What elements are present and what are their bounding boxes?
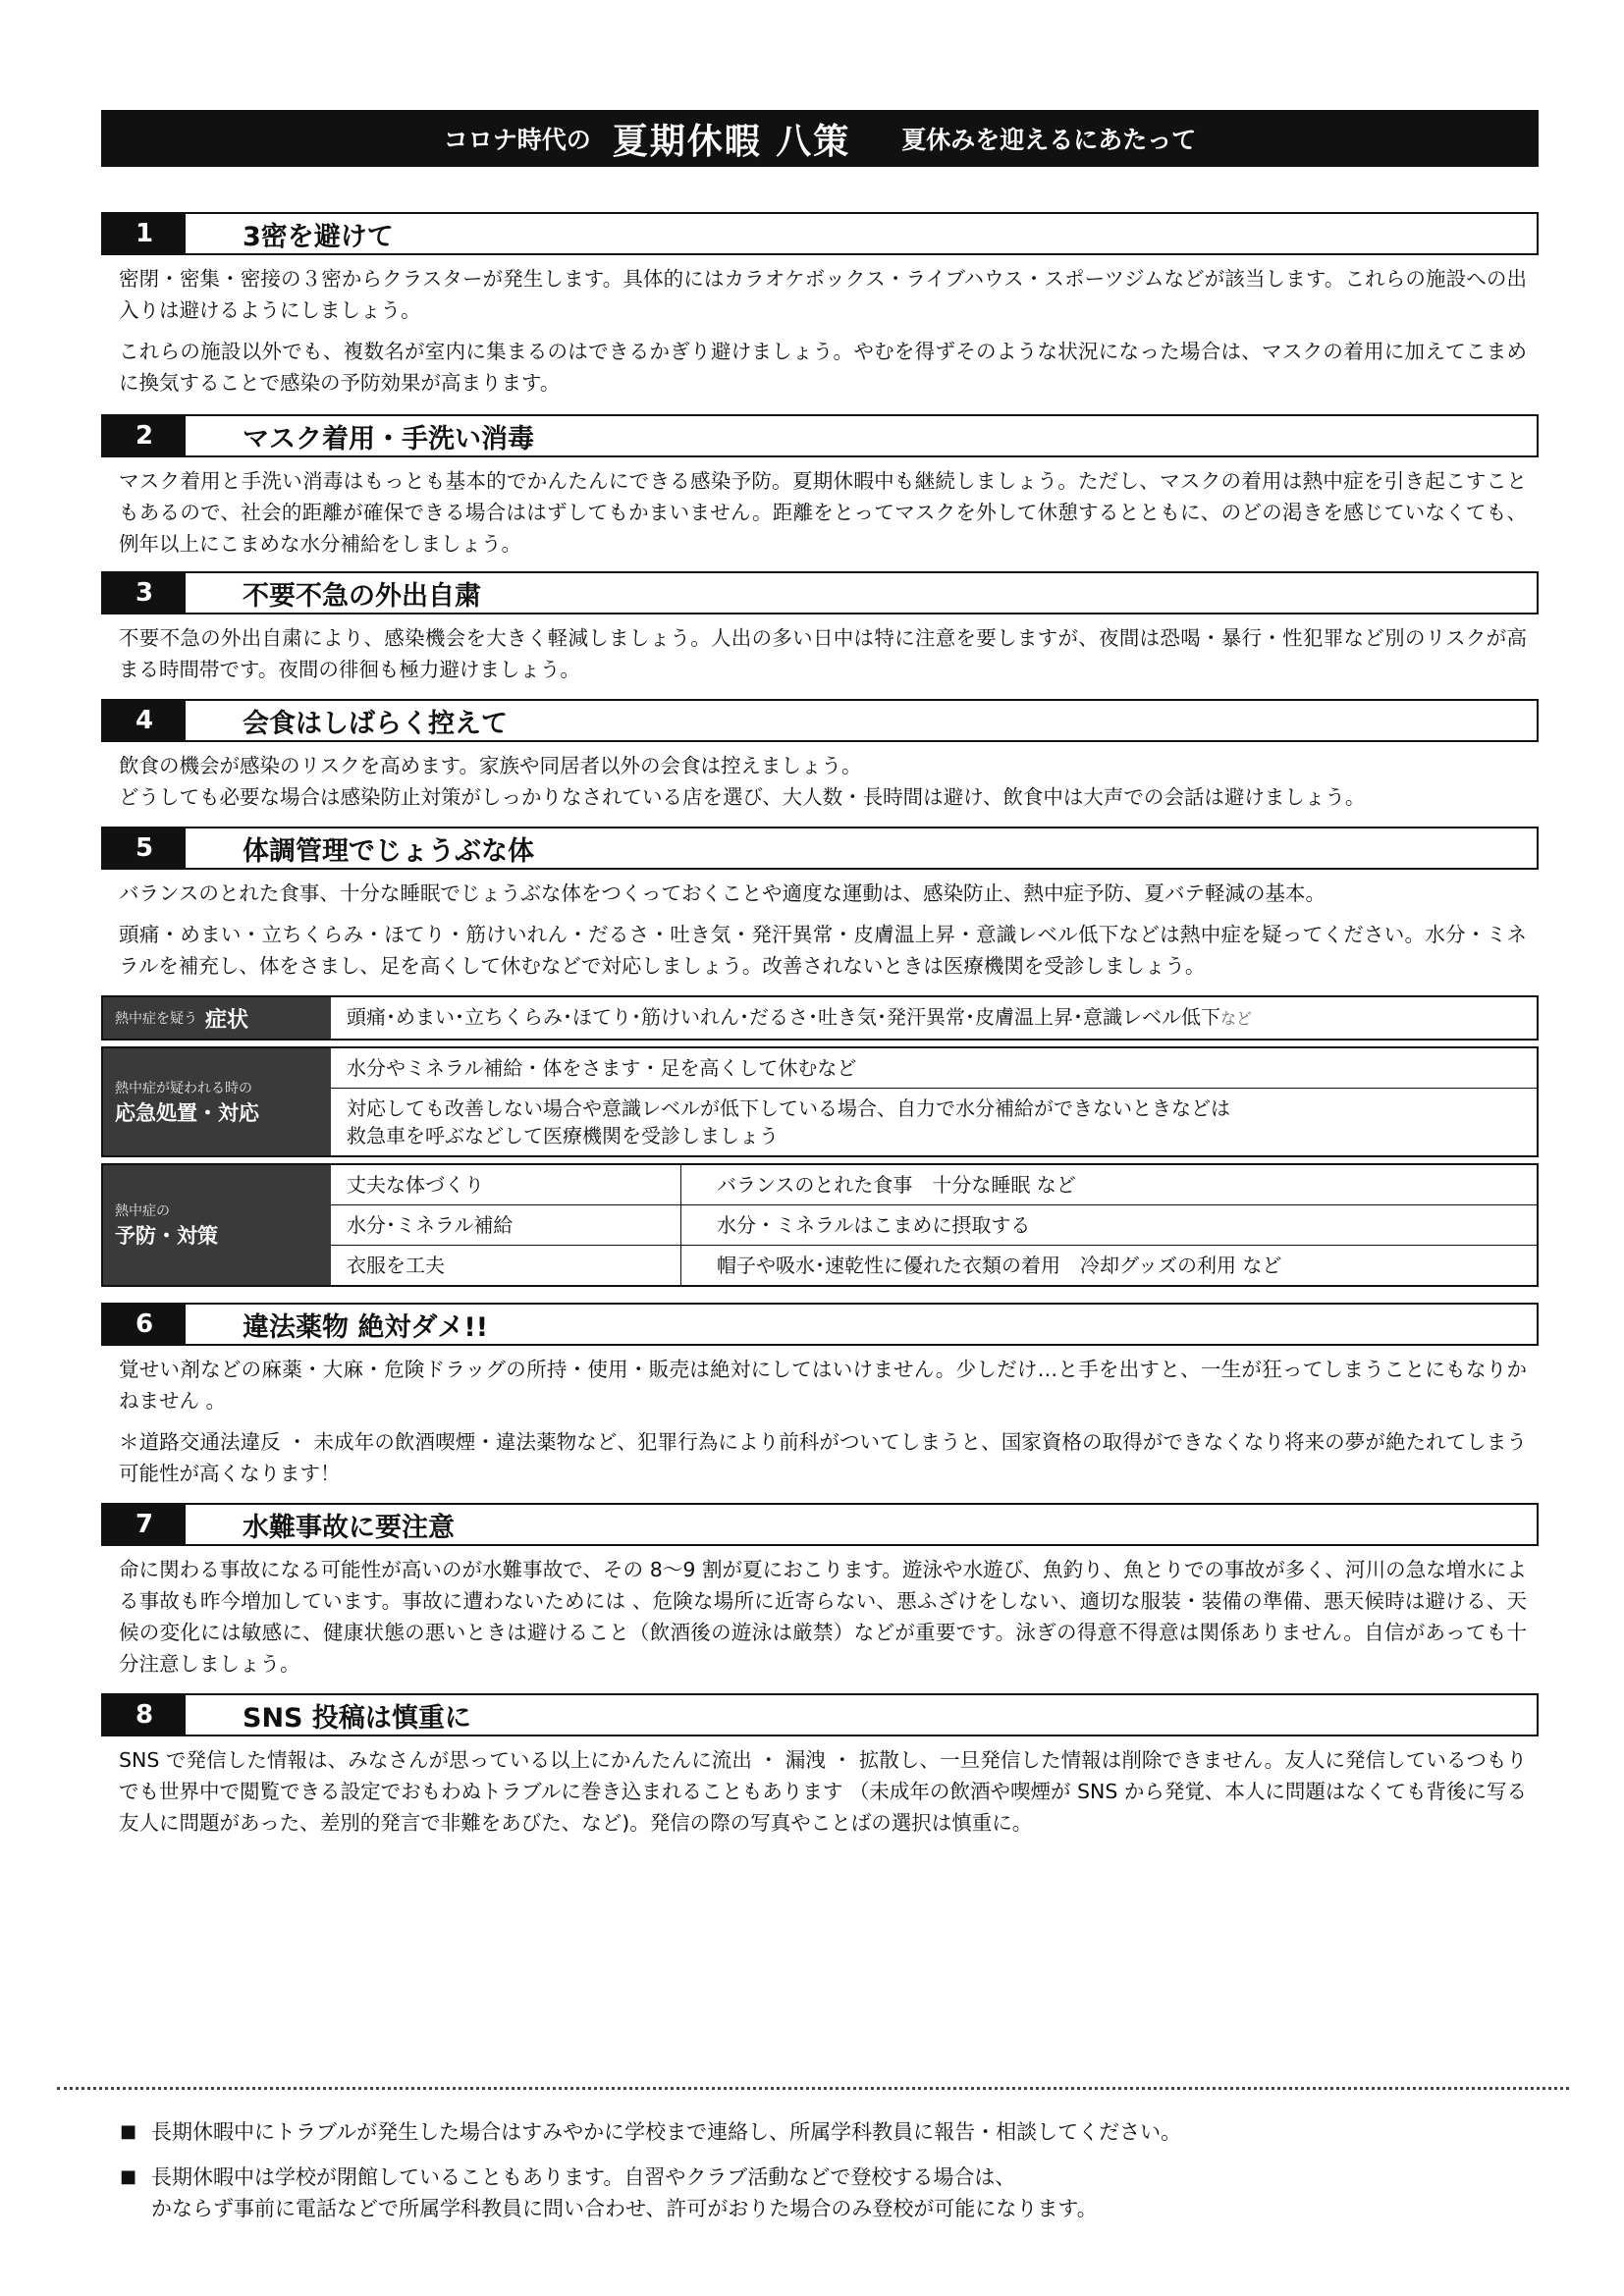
prevention-row bbox=[331, 1165, 1537, 1204]
symptoms-text-line bbox=[331, 997, 1537, 1039]
heatstroke-first-aid-row bbox=[101, 1046, 1539, 1157]
section-1-paragraph-2: これらの施設以外でも、複数名が室内に集まるのはできるかぎり避けましょう。やむを得ずそのような状況になった場合は、マスクの着用に加えてこまめに換気することで感染の予防効果が高まります。 bbox=[119, 340, 1527, 395]
page-title: 夏期休暇 八策 bbox=[612, 121, 851, 162]
prevention-item: 丈夫な体づくり bbox=[331, 1165, 681, 1204]
section-5-paragraph-2: 頭痛・めまい・立ちくらみ・ほてり・筋けいれん・だるさ・吐き気・発汗異常・皮膚温上昇・意識レベル低下などは熱中症を疑ってください。水分・ミネラルを補充し、体をさまし、足を高くして休むなどで対応しましょう。改善されないときは医療機関を受診しましょう。 bbox=[119, 923, 1527, 978]
heatstroke-prevention-row bbox=[101, 1163, 1539, 1287]
first-aid-line-2 bbox=[331, 1088, 1537, 1155]
first-aid-line-2a: 対応しても改善しない場合や意識レベルが低下している場合、自力で水分補給ができないときなどは bbox=[347, 1096, 1230, 1120]
section-1-header bbox=[101, 212, 1539, 255]
prevention-label-big: 予防・対策 bbox=[115, 1224, 218, 1248]
section-5-header bbox=[101, 827, 1539, 870]
section-number: 4 bbox=[103, 701, 186, 740]
dotted-divider bbox=[57, 2087, 1569, 2090]
section-number: 7 bbox=[103, 1505, 186, 1544]
section-6-paragraph-1: 覚せい剤などの麻薬・大麻・危険ドラッグの所持・使用・販売は絶対にしてはいけません。少しだけ…と手を出すと、一生が狂ってしまうことにもなりかねません 。 bbox=[119, 1358, 1527, 1413]
section-title: 会食はしばらく控えて bbox=[243, 708, 508, 739]
section-4-header bbox=[101, 699, 1539, 742]
section-number: 2 bbox=[103, 416, 186, 455]
square-bullet-icon: ■ bbox=[120, 2121, 137, 2142]
section-2-paragraph-1: マスク着用と手洗い消毒はもっとも基本的でかんたんにできる感染予防。夏期休暇中も継続しましょう。ただし、マスクの着用は熱中症を引き起こすこともあるので、社会的距離が確保できる場合ははずしてもかまいません。距離をとってマスクを外して休憩するとともに、のどの渇きを感じていなくても、例年以上にこまめな水分補給をしましょう。 bbox=[119, 469, 1527, 556]
section-3-header bbox=[101, 571, 1539, 614]
section-7-header bbox=[101, 1503, 1539, 1546]
section-title: 不要不急の外出自粛 bbox=[243, 580, 481, 612]
section-title: SNS 投稿は慎重に bbox=[243, 1702, 471, 1734]
document-page bbox=[101, 110, 1539, 1839]
first-aid-label-small: 熱中症が疑われる時の bbox=[115, 1080, 252, 1096]
section-number: 1 bbox=[103, 214, 186, 253]
section-8-paragraph-1: SNS で発信した情報は、みなさんが思っている以上にかんたんに流出 ・ 漏洩 ・ 拡散し、一旦発信した情報は削除できません。友人に発信しているつもりでも世界中で閲覧できる設定でおもわぬトラブルに巻き込まれることもあります （未成年の飲酒や喫煙が SNS から発覚、本人に問題はなくても背後に写る友人に問題があった、差別的発言で非難をあびた、など)。発信の際の写真やことばの選択は慎重に。 bbox=[119, 1748, 1527, 1835]
section-8-header bbox=[101, 1693, 1539, 1736]
prevention-label bbox=[103, 1165, 331, 1285]
section-number: 3 bbox=[103, 573, 186, 613]
first-aid-line-2b: 救急車を呼ぶなどして医療機関を受診しましょう bbox=[347, 1124, 779, 1148]
prevention-detail: 水分・ミネラルはこまめに摂取する bbox=[717, 1213, 1031, 1237]
section-number: 8 bbox=[103, 1695, 186, 1735]
prevention-row bbox=[331, 1245, 1537, 1285]
section-1-paragraph-1: 密閉・密集・密接の３密からクラスターが発生します。具体的にはカラオケボックス・ライブハウス・スポーツジムなどが該当します。これらの施設への出入りは避けるようにしましょう。 bbox=[119, 267, 1527, 322]
title-prefix: コロナ時代の bbox=[443, 126, 591, 154]
section-title: 違法薬物 絶対ダメ!! bbox=[243, 1311, 489, 1343]
symptoms-suffix: など bbox=[1220, 1009, 1253, 1028]
section-title: 体調管理でじょうぶな体 bbox=[243, 835, 534, 867]
section-3-paragraph-1: 不要不急の外出自粛により、感染機会を大きく軽減しましょう。人出の多い日中は特に注意を要しますが、夜間は恐喝・暴行・性犯罪など別のリスクが高まる時間帯です。夜間の徘徊も極力避けましょう。 bbox=[119, 626, 1527, 681]
section-7-paragraph-1: 命に関わる事故になる可能性が高いのが水難事故で、その 8～9 割が夏におこります。遊泳や水遊び、魚釣り、魚とりでの事故が多く、河川の急な増水による事故も昨今増加しています。事故に遭わないためには 、危険な場所に近寄らない、悪ふざけをしない、適切な服装・装備の準備、悪天候時は避ける、天候の変化には敏感に、健康状態の悪いときは避けること（飲酒後の遊泳は厳禁）などが重要です。泳ぎの得意不得意は関係ありません。自信があっても十分注意しましょう。 bbox=[119, 1558, 1527, 1676]
footer-notes bbox=[120, 2116, 1514, 2238]
section-4-paragraph-1: 飲食の機会が感染のリスクを高めます。家族や同居者以外の会食は控えましょう。 どうしても必要な場合は感染防止対策がしっかりなされている店を選び、大人数・長時間は避け、飲食中は大声での会話は避けましょう。 bbox=[119, 754, 1366, 809]
prevention-detail: 帽子や吸水･速乾性に優れた衣類の着用 冷却グッズの利用 など bbox=[717, 1254, 1282, 1277]
prevention-item: 水分･ミネラル補給 bbox=[331, 1205, 681, 1245]
title-banner bbox=[101, 110, 1539, 167]
symptoms-text: 頭痛･めまい･立ちくらみ･ほてり･筋けいれん･だるさ･吐き気･発汗異常･皮膚温上昇･意識レベル低下 bbox=[347, 1005, 1220, 1029]
section-title: マスク着用・手洗い消毒 bbox=[243, 423, 534, 454]
note-item bbox=[120, 2116, 1514, 2148]
section-2-header bbox=[101, 414, 1539, 457]
prevention-item: 衣服を工夫 bbox=[331, 1246, 681, 1285]
note-text-line-2: かならず事前に電話などで所属学科教員に問い合わせ、許可がおりた場合のみ登校が可能になります。 bbox=[151, 2197, 1098, 2220]
section-number: 5 bbox=[103, 828, 186, 868]
heatstroke-symptoms-row bbox=[101, 995, 1539, 1041]
first-aid-line-1: 水分やミネラル補給・体をさます・足を高くして休むなど bbox=[347, 1056, 857, 1080]
note-text-line-1: 長期休暇中は学校が閉館していることもあります。自習やクラブ活動などで登校する場合は、 bbox=[151, 2165, 1016, 2189]
title-subtitle: 夏休みを迎えるにあたって bbox=[901, 126, 1197, 154]
section-title: 水難事故に要注意 bbox=[243, 1512, 455, 1543]
first-aid-label bbox=[103, 1048, 331, 1155]
prevention-row bbox=[331, 1204, 1537, 1245]
square-bullet-icon: ■ bbox=[120, 2166, 137, 2187]
prevention-detail: バランスのとれた食事 十分な睡眠 など bbox=[717, 1173, 1076, 1197]
symptoms-label bbox=[103, 997, 331, 1039]
note-item bbox=[120, 2162, 1514, 2224]
prevention-label-small: 熱中症の bbox=[115, 1203, 170, 1219]
section-6-header bbox=[101, 1303, 1539, 1346]
section-5-paragraph-1: バランスのとれた食事、十分な睡眠でじょうぶな体をつくっておくことや適度な運動は、感染防止、熱中症予防、夏バテ軽減の基本。 bbox=[119, 881, 1326, 905]
section-number: 6 bbox=[103, 1305, 186, 1344]
note-text bbox=[151, 2162, 1098, 2224]
symptoms-label-small: 熱中症を疑う bbox=[115, 1011, 197, 1027]
note-text: 長期休暇中にトラブルが発生した場合はすみやかに学校まで連絡し、所属学科教員に報告・相談してください。 bbox=[151, 2120, 1182, 2144]
symptoms-label-big: 症状 bbox=[205, 1007, 249, 1033]
first-aid-label-big: 応急処置・対応 bbox=[115, 1100, 259, 1125]
section-title: 3密を避けて bbox=[243, 221, 394, 252]
section-6-paragraph-2: ＊道路交通法違反 ・ 未成年の飲酒喫煙・違法薬物など、犯罪行為により前科がついてしまうと、国家資格の取得ができなくなり将来の夢が絶たれてしまう可能性が高くなります！ bbox=[119, 1430, 1527, 1485]
